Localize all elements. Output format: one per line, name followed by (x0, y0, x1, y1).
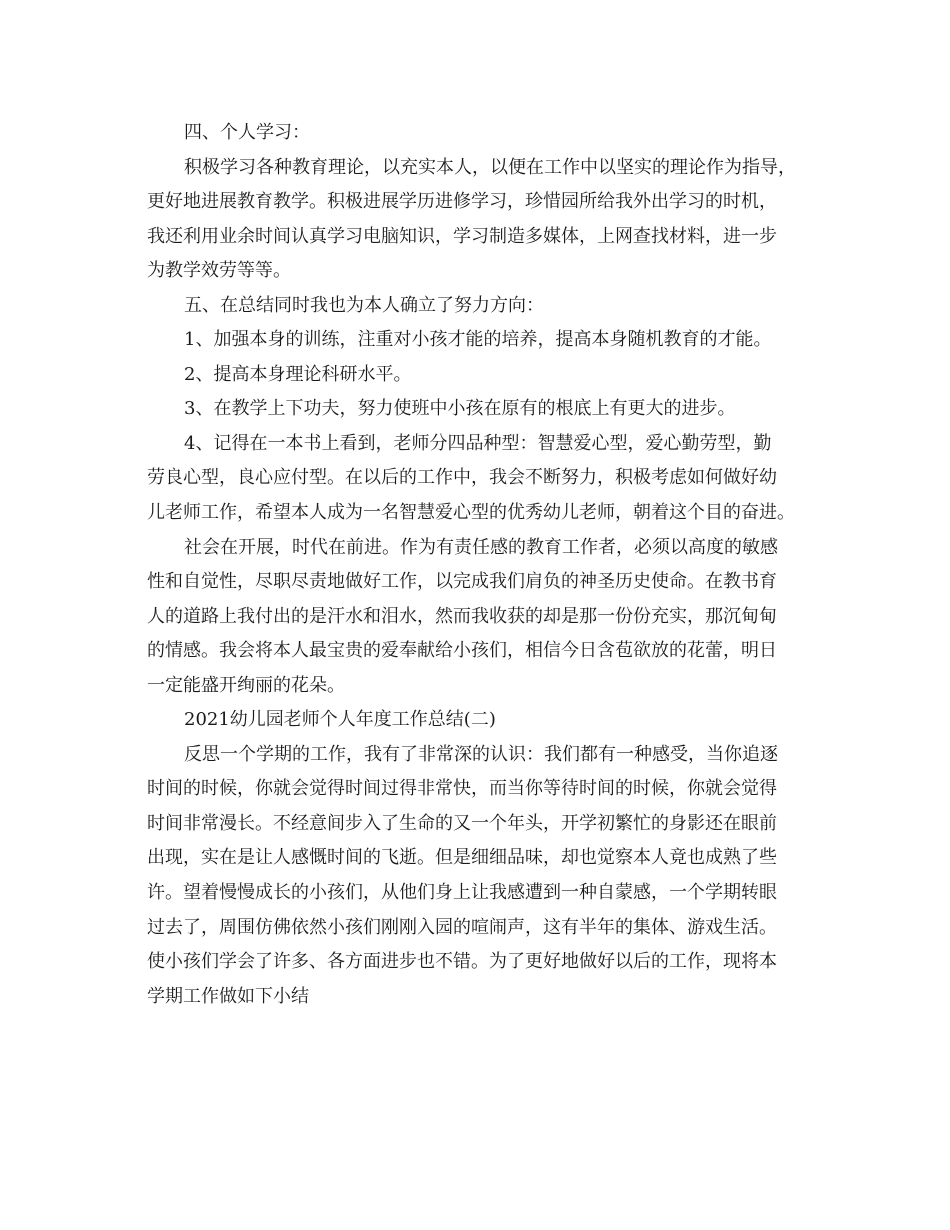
text-line: 我还利用业余时间认真学习电脑知识，学习制造多媒体，上网查找材料，进一步 (147, 225, 777, 247)
text-line: 社会在开展，时代在前进。作为有责任感的教育工作者，必须以高度的敏感 (184, 536, 778, 558)
text-line: 儿老师工作，希望本人成为一名智慧爱心型的优秀幼儿老师，朝着这个目的奋进。 (147, 502, 795, 524)
text-line: 4、记得在一本书上看到，老师分四品种型：智慧爱心型，爱心勤劳型，勤 (184, 432, 772, 454)
text-line: 2、提高本身理论科研水平。 (184, 363, 412, 385)
text-line: 性和自觉性，尽职尽责地做好工作，以完成我们肩负的神圣历史使命。在教书育 (147, 571, 777, 593)
text-line: 积极学习各种教育理论，以充实本人，以便在工作中以坚实的理论作为指导， (184, 156, 796, 178)
text-line: 四、个人学习： (184, 122, 310, 143)
text-line: 学期工作做如下小结 (147, 985, 309, 1007)
text-line: 时间的时候，你就会觉得时间过得非常快，而当你等待时间的时候，你就会觉得 (147, 778, 777, 800)
text-line: 人的道路上我付出的是汗水和泪水，然而我收获的却是那一份份充实，那沉甸甸 (147, 605, 777, 627)
text-line: 使小孩们学会了许多、各方面进步也不错。为了更好地做好以后的工作，现将本 (147, 951, 777, 973)
text-line: 1、加强本身的训练，注重对小孩才能的培养，提高本身随机教育的才能。 (184, 329, 772, 351)
text-line: 更好地进展教育教学。积极进展学历进修学习，珍惜园所给我外出学习的时机， (147, 191, 777, 213)
text-line: 许。望着慢慢成长的小孩们，从他们身上让我感遭到一种自蒙感，一个学期转眼 (147, 882, 777, 904)
text-line: 为教学效劳等等。 (147, 260, 291, 282)
text-line: 的情感。我会将本人最宝贵的爱奉献给小孩们，相信今日含苞欲放的花蕾，明日 (147, 640, 777, 662)
text-line: 2021幼儿园老师个人年度工作总结(二) (184, 709, 496, 731)
text-line: 时间非常漫长。不经意间步入了生命的又一个年头，开学初繁忙的身影还在眼前 (147, 812, 777, 834)
text-line: 出现，实在是让人感慨时间的飞逝。但是细细品味，却也觉察本人竟也成熟了些 (147, 847, 777, 869)
text-line: 劳良心型，良心应付型。在以后的工作中，我会不断努力，积极考虑如何做好幼 (147, 467, 777, 489)
text-line: 过去了，周围仿佛依然小孩们刚刚入园的喧闹声，这有半年的集体、游戏生活。 (147, 916, 777, 938)
text-line: 3、在教学上下功夫，努力使班中小孩在原有的根底上有更大的进步。 (184, 398, 736, 420)
text-line: 一定能盛开绚丽的花朵。 (147, 674, 345, 696)
text-line: 反思一个学期的工作，我有了非常深的认识：我们都有一种感受，当你追逐 (184, 743, 778, 765)
text-line: 五、在总结同时我也为本人确立了努力方向： (184, 294, 544, 316)
document-body (147, 116, 812, 1014)
